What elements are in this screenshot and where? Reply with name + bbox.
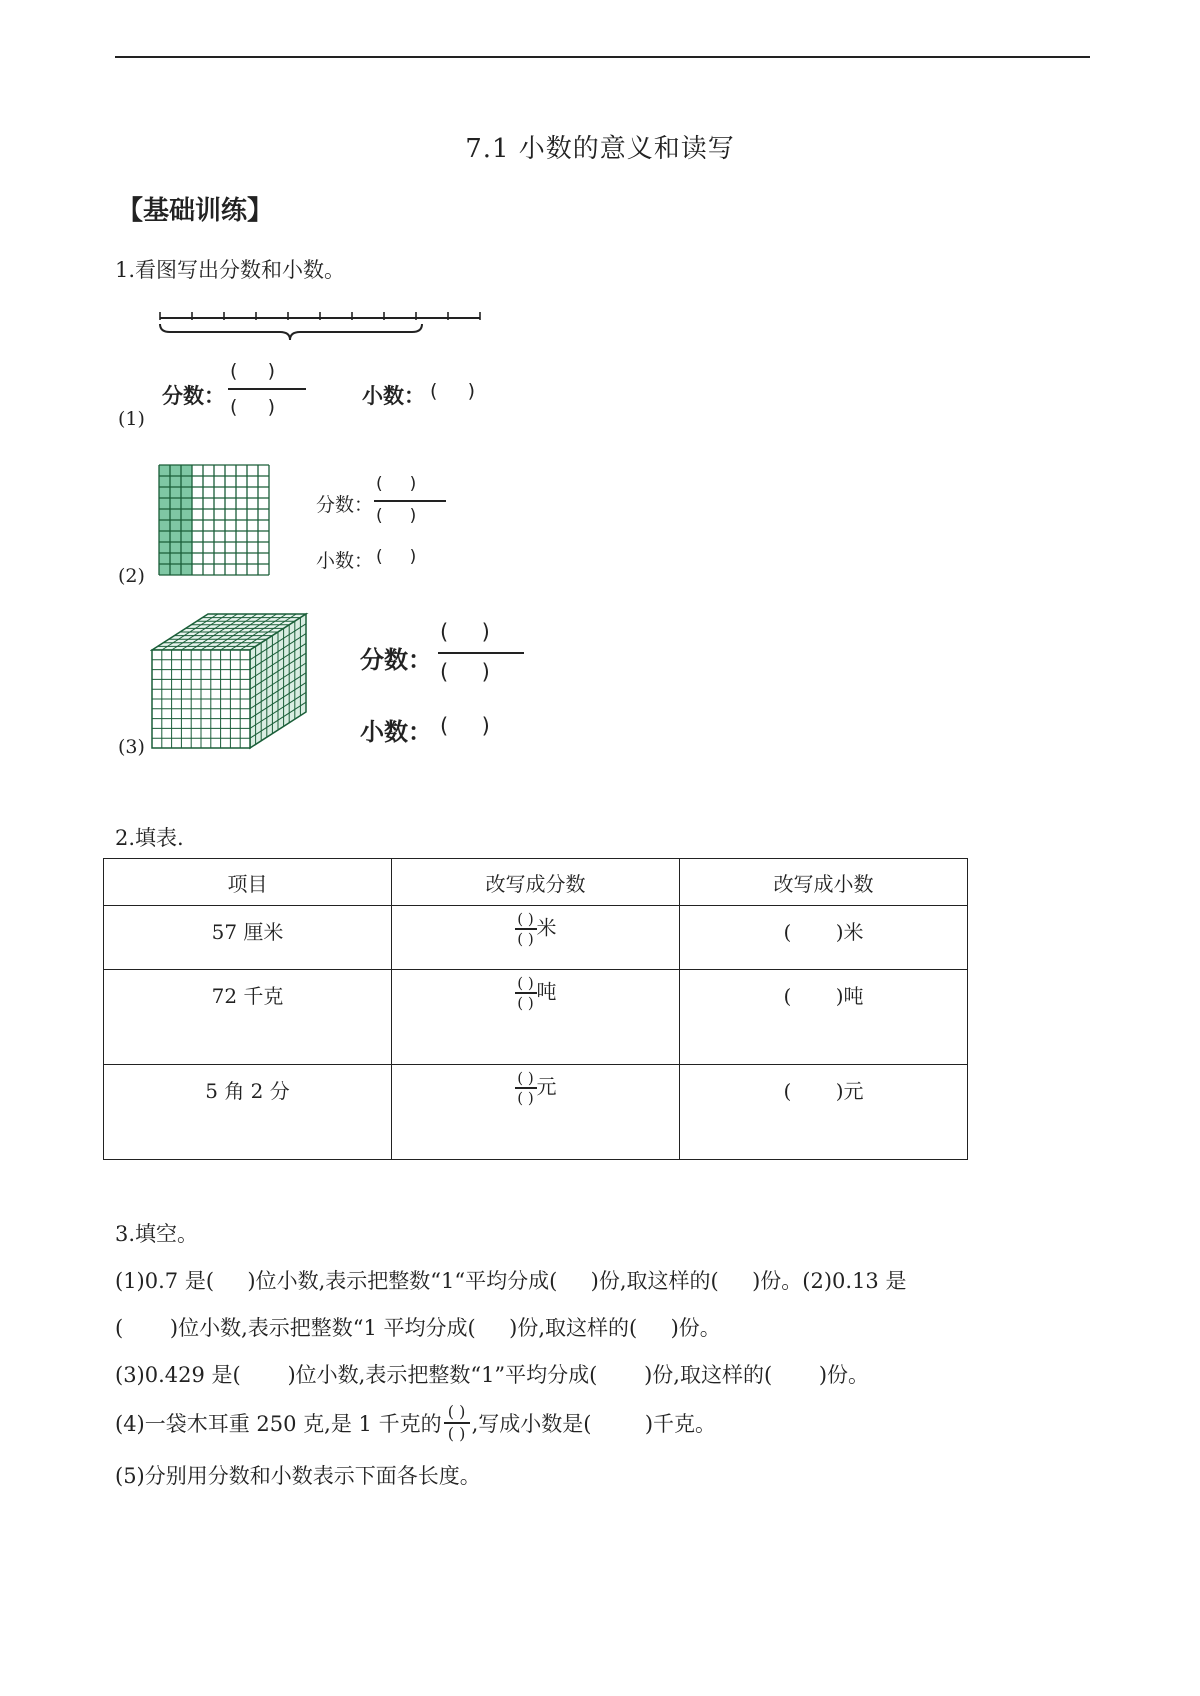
- table-cell-fraction[interactable]: [392, 1065, 680, 1160]
- table-cell-item: 57 厘米: [104, 906, 392, 970]
- q1-item-1-numerator: ( ): [230, 360, 276, 382]
- q1-item-3-decimal-answer: ( ): [440, 714, 490, 738]
- q3-line-3: (3)0.429 是( )位小数,表示把整数“1”平均分成( )份,取这样的( )份。: [115, 1363, 870, 1387]
- table-cell-fraction[interactable]: [392, 970, 680, 1065]
- table-cell-fraction[interactable]: [392, 906, 680, 970]
- blank-fraction: [515, 910, 537, 948]
- q1-item-1-fraction-label: 分数：: [162, 384, 225, 408]
- q1-item-2-fraction-label: 分数：: [316, 494, 374, 516]
- header-rule: [115, 56, 1090, 58]
- q1-item-3-number: (3): [118, 736, 145, 758]
- q1-item-3-denominator: ( ): [440, 660, 490, 684]
- thousand-cube-figure: [150, 610, 310, 755]
- blank-numerator: ( ): [517, 910, 534, 928]
- q3-line-5: (5)分别用分数和小数表示下面各长度。: [115, 1464, 481, 1488]
- table-cell-decimal[interactable]: [680, 906, 968, 970]
- table-header-decimal: 改写成小数: [680, 859, 968, 906]
- q1-item-3-decimal-label: 小数：: [360, 718, 432, 746]
- unit-label: 米: [536, 915, 557, 940]
- page-title: 7.1 小数的意义和读写: [465, 134, 735, 164]
- blank-denominator: ( ): [517, 1088, 534, 1107]
- q1-item-2-number: (2): [118, 565, 145, 587]
- q3-prompt: 3.填空。: [115, 1222, 199, 1246]
- q1-item-2-fraction-bar: [374, 500, 446, 502]
- table-cell-decimal[interactable]: [680, 1065, 968, 1160]
- q1-item-3-fraction-bar: [438, 652, 524, 654]
- unit-label: 元: [843, 1079, 864, 1103]
- q3-line-4: [115, 1402, 716, 1444]
- table-cell-decimal[interactable]: [680, 970, 968, 1065]
- q3-line-2: ( )位小数,表示把整数“1 平均分成( )份,取这样的( )份。: [115, 1316, 721, 1340]
- blank-fraction[interactable]: [444, 1402, 470, 1444]
- q1-item-3-fraction-label: 分数：: [360, 646, 432, 674]
- conversion-table: [103, 858, 968, 1160]
- q1-item-2-numerator: ( ): [376, 474, 417, 494]
- table-row: [104, 970, 968, 1065]
- unit-label: 米: [843, 920, 864, 944]
- blank-denominator: ( ): [447, 1423, 466, 1443]
- number-line-figure: [150, 310, 490, 344]
- q1-item-2-decimal-label: 小数：: [316, 550, 374, 572]
- unit-label: 元: [536, 1074, 557, 1099]
- q1-item-2-denominator: ( ): [376, 506, 417, 526]
- q1-prompt: 1.看图写出分数和小数。: [115, 258, 346, 282]
- q1-item-1-decimal-answer: ( ): [430, 380, 476, 402]
- q1-item-1-decimal-label: 小数：: [362, 384, 425, 408]
- q2-prompt: 2.填表.: [115, 826, 184, 850]
- table-row: [104, 1065, 968, 1160]
- blank-numerator: ( ): [517, 1069, 534, 1087]
- table-header-row: [104, 859, 968, 906]
- blank-numerator: ( ): [447, 1402, 466, 1421]
- blank-numerator: ( ): [517, 974, 534, 992]
- decimal-blank: ( ): [783, 920, 844, 944]
- table-cell-item: 5 角 2 分: [104, 1065, 392, 1160]
- q3-line-4-text-b: ,写成小数是( )千克。: [471, 1411, 717, 1436]
- q3-line-1: (1)0.7 是( )位小数,表示把整数“1“平均分成( )份,取这样的( )份。(2)0.13 是: [115, 1269, 907, 1293]
- decimal-blank: ( ): [783, 984, 844, 1008]
- q1-item-2-decimal-answer: ( ): [376, 547, 417, 567]
- hundred-grid-figure: [158, 464, 270, 576]
- q3-line-4-text-a: (4)一袋木耳重 250 克,是 1 千克的: [115, 1411, 442, 1436]
- decimal-blank: ( ): [783, 1079, 844, 1103]
- q1-item-1-number: (1): [118, 408, 145, 430]
- q1-item-1-denominator: ( ): [230, 396, 276, 418]
- table-cell-item: 72 千克: [104, 970, 392, 1065]
- table-header-item: 项目: [104, 859, 392, 906]
- blank-denominator: ( ): [517, 929, 534, 948]
- brace: [160, 324, 422, 340]
- q1-item-3-numerator: ( ): [440, 620, 490, 644]
- blank-denominator: ( ): [517, 993, 534, 1012]
- table-row: [104, 906, 968, 970]
- section-heading: 【基础训练】: [117, 196, 274, 226]
- blank-fraction: [515, 1069, 537, 1107]
- unit-label: 吨: [843, 984, 864, 1008]
- q1-item-1-fraction-bar: [228, 388, 306, 390]
- table-header-fraction: 改写成分数: [392, 859, 680, 906]
- unit-label: 吨: [536, 979, 557, 1004]
- blank-fraction: [515, 974, 537, 1012]
